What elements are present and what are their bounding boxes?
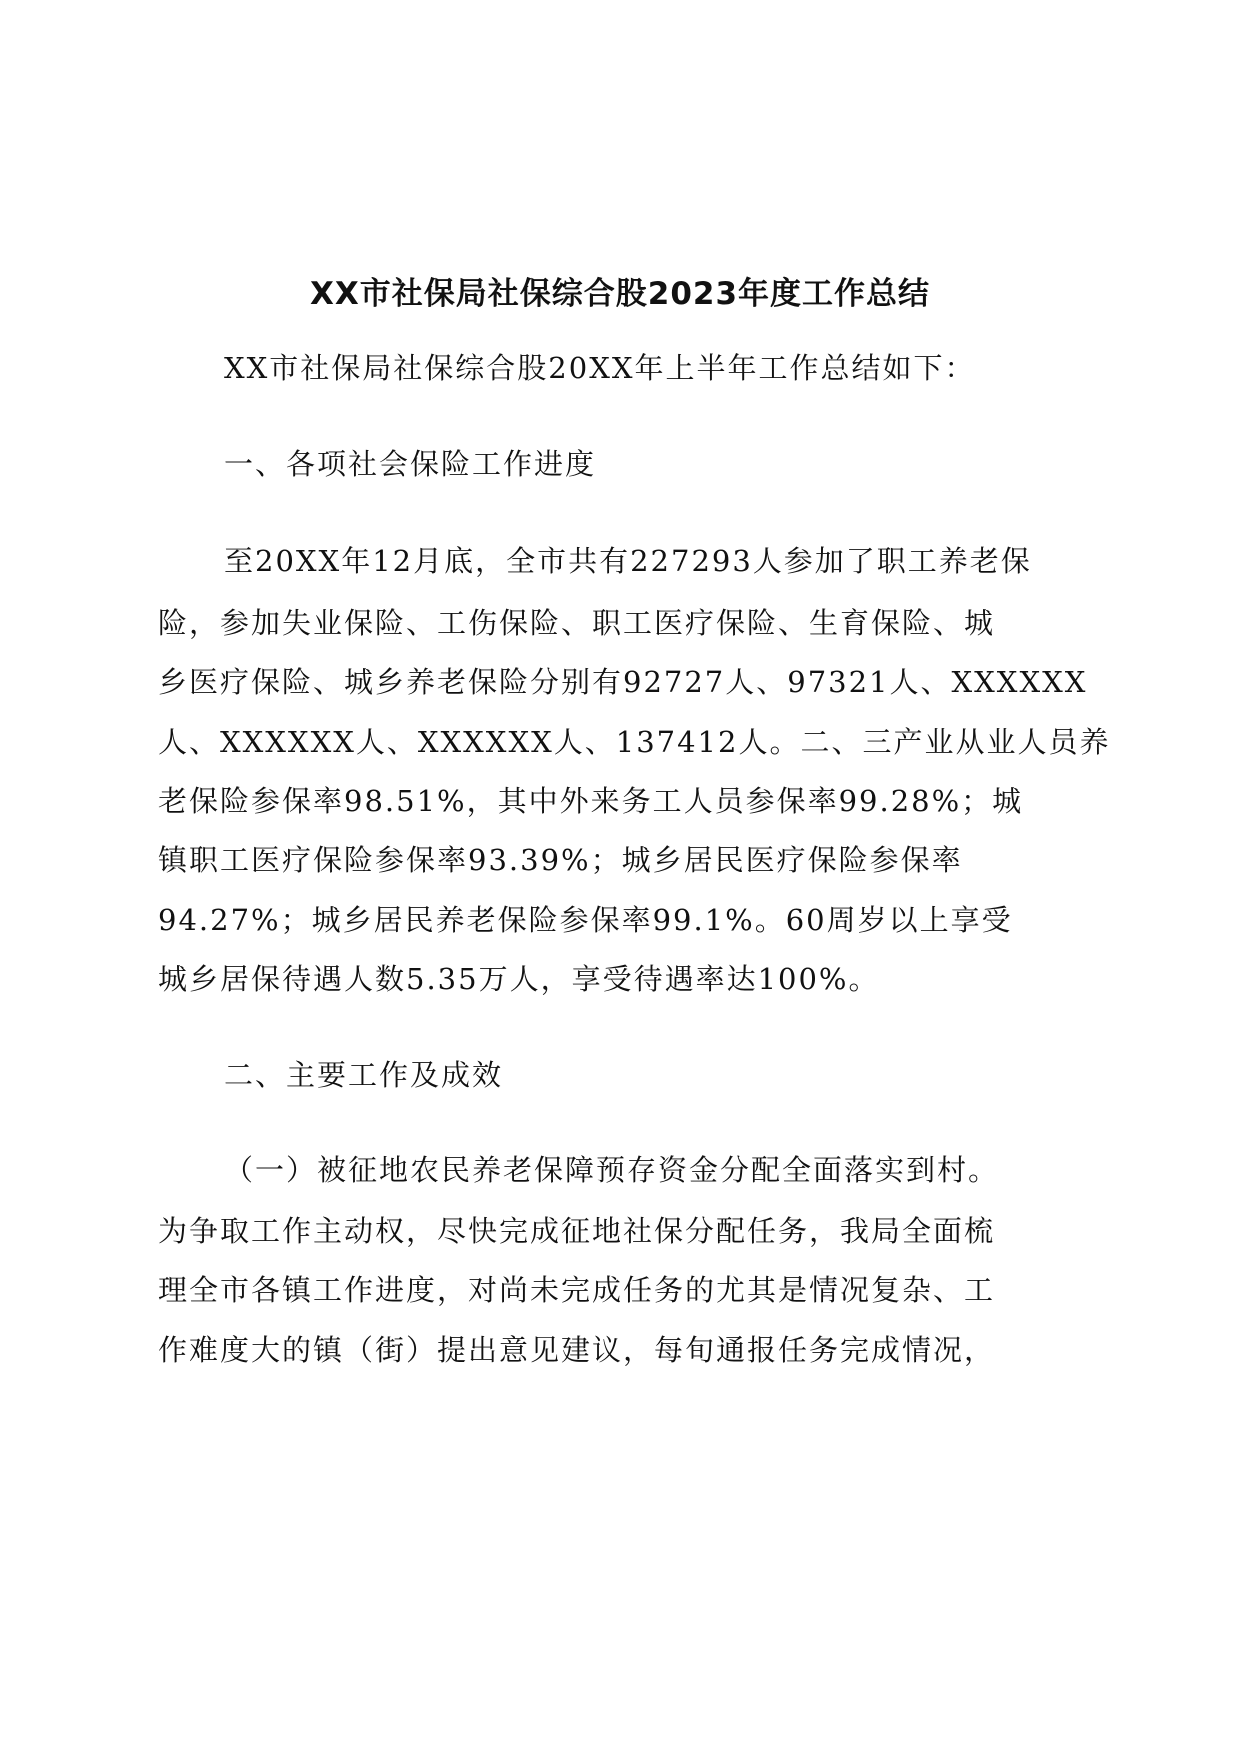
section-1-paragraph-line: 老保险参保率98.51%，其中外来务工人员参保率99.28%；城 — [158, 784, 1024, 818]
document-title: XX市社保局社保综合股2023年度工作总结 — [309, 276, 931, 312]
section-1-paragraph-line: 镇职工医疗保险参保率93.39%；城乡居民医疗保险参保率 — [158, 843, 963, 877]
section-2-paragraph-line: 理全市各镇工作进度，对尚未完成任务的尤其是情况复杂、工 — [158, 1273, 996, 1307]
section-2-paragraph-line: 为争取工作主动权，尽快完成征地社保分配任务，我局全面梳 — [158, 1214, 996, 1248]
section-1-paragraph-line: 城乡居保待遇人数5.35万人，享受待遇率达100%。 — [158, 962, 880, 996]
section-1-paragraph-line: 乡医疗保险、城乡养老保险分别有92727人、97321人、XXXXXX — [158, 665, 1088, 699]
section-1-heading: 一、各项社会保险工作进度 — [224, 447, 597, 481]
intro-line: XX市社保局社保综合股20XX年上半年工作总结如下： — [224, 351, 976, 385]
section-2-paragraph-line: 作难度大的镇（街）提出意见建议，每旬通报任务完成情况， — [158, 1333, 996, 1367]
section-1-paragraph-line: 至20XX年12月底，全市共有227293人参加了职工养老保 — [224, 544, 1032, 578]
section-2-paragraph-line: （一）被征地农民养老保障预存资金分配全面落实到村。 — [224, 1153, 1000, 1187]
section-2-heading: 二、主要工作及成效 — [224, 1058, 504, 1092]
section-1-paragraph-line: 人、XXXXXX人、XXXXXX人、137412人。二、三产业从业人员养 — [158, 725, 1111, 759]
section-1-paragraph-line: 94.27%；城乡居民养老保险参保率99.1%。60周岁以上享受 — [158, 903, 1013, 937]
section-1-paragraph-line: 险，参加失业保险、工伤保险、职工医疗保险、生育保险、城 — [158, 606, 996, 640]
